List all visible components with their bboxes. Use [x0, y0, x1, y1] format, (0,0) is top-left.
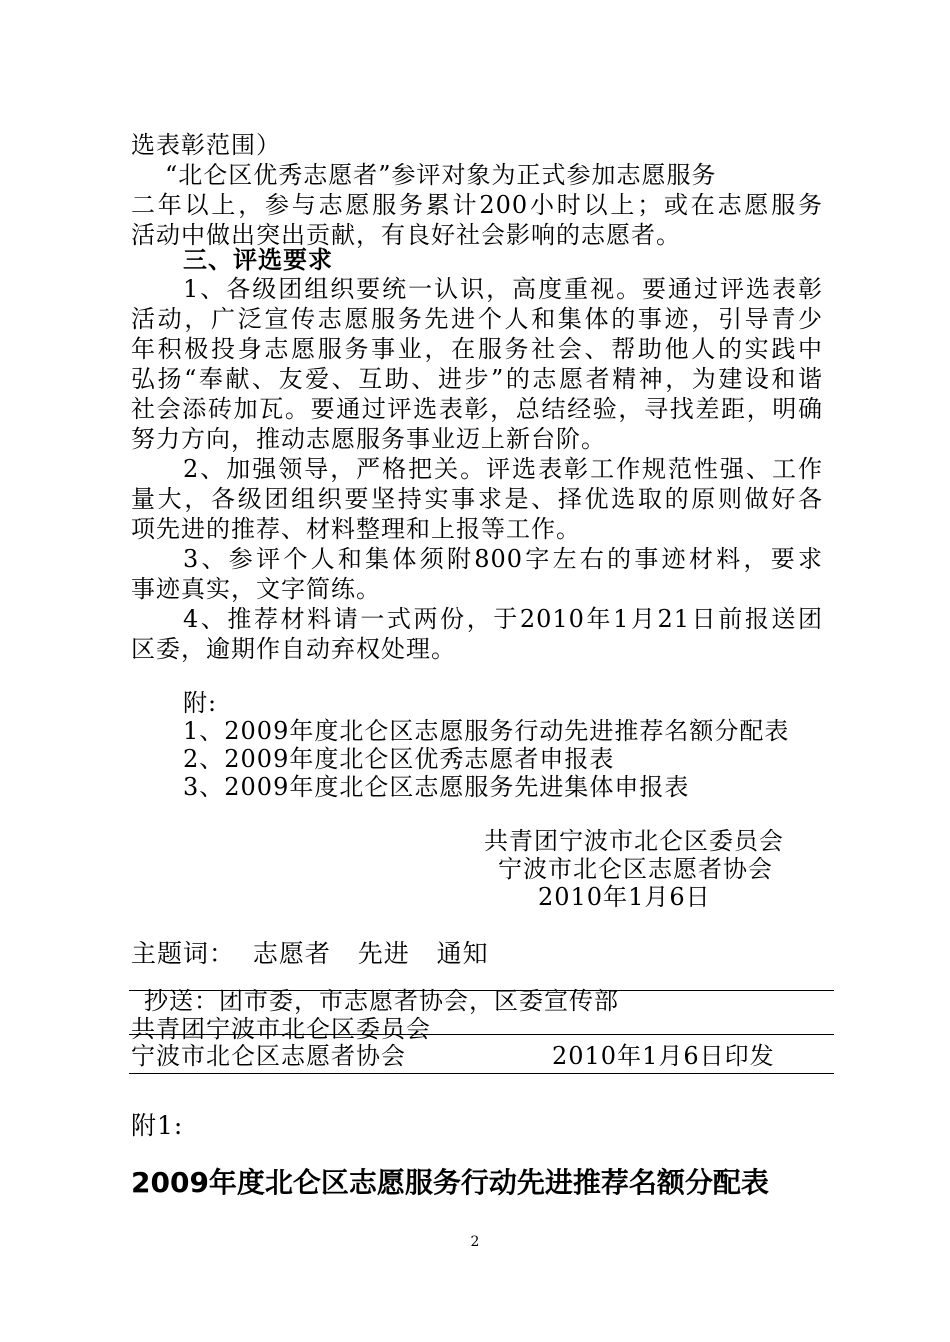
- section-heading: 三、评选要求: [183, 246, 333, 274]
- body-line: 事迹真实，文字简练。: [131, 575, 381, 603]
- issuer-line: 共青团宁波市北仑区委员会: [131, 1015, 431, 1043]
- page-number: 2: [470, 1234, 480, 1250]
- body-line: 二年以上，参与志愿服务累计200小时以上；或在志愿服务: [131, 191, 823, 219]
- body-line: 4、推荐材料请一式两份，于2010年1月21日前报送团: [183, 605, 823, 633]
- body-line: 活动中做出突出贡献，有良好社会影响的志愿者。: [131, 221, 681, 249]
- body-line: 年积极投身志愿服务事业，在服务社会、帮助他人的实践中: [131, 335, 823, 363]
- appendix-title: 2009年度北仑区志愿服务行动先进推荐名额分配表: [131, 1166, 769, 1199]
- divider-line: [129, 1034, 834, 1035]
- attachment-item: 3、2009年度北仑区志愿服务先进集体申报表: [183, 773, 690, 801]
- divider-line: [129, 1073, 834, 1074]
- body-line: 项先进的推荐、材料整理和上报等工作。: [131, 515, 581, 543]
- signature-org: 共青团宁波市北仑区委员会: [484, 827, 784, 855]
- signature-date: 2010年1月6日: [538, 883, 711, 911]
- body-line: 弘扬“奉献、友爱、互助、进步”的志愿者精神，为建设和谐: [131, 365, 823, 393]
- attachment-item: 2、2009年度北仑区优秀志愿者申报表: [183, 745, 615, 773]
- attachment-item: 1、2009年度北仑区志愿服务行动先进推荐名额分配表: [183, 717, 790, 745]
- body-line: 活动，广泛宣传志愿服务先进个人和集体的事迹，引导青少: [131, 305, 823, 333]
- subject-words: 主题词： 志愿者 先进 通知: [131, 939, 489, 968]
- signature-org: 宁波市北仑区志愿者协会: [498, 855, 773, 883]
- body-line: 区委，逾期作自动弃权处理。: [131, 635, 456, 663]
- body-line: 3、参评个人和集体须附800字左右的事迹材料，要求: [183, 545, 823, 573]
- body-line: 社会添砖加瓦。要通过评选表彰，总结经验，寻找差距，明确: [131, 395, 823, 423]
- cc-line: 抄送：团市委，市志愿者协会，区委宣传部: [144, 987, 619, 1015]
- body-line: 量大，各级团组织要坚持实事求是、择优选取的原则做好各: [131, 485, 823, 513]
- body-line: 选表彰范围）: [131, 131, 281, 159]
- body-line: 2、加强领导，严格把关。评选表彰工作规范性强、工作: [183, 455, 823, 483]
- attachments-label: 附:: [183, 689, 218, 717]
- issuer-line: 宁波市北仑区志愿者协会: [131, 1042, 406, 1070]
- body-line: “北仑区优秀志愿者”参评对象为正式参加志愿服务: [165, 161, 717, 189]
- appendix-label: 附1:: [131, 1111, 184, 1140]
- body-line: 努力方向，推动志愿服务事业迈上新台阶。: [131, 425, 606, 453]
- print-date: 2010年1月6日印发: [552, 1042, 775, 1070]
- body-line: 1、各级团组织要统一认识，高度重视。要通过评选表彰: [183, 275, 823, 303]
